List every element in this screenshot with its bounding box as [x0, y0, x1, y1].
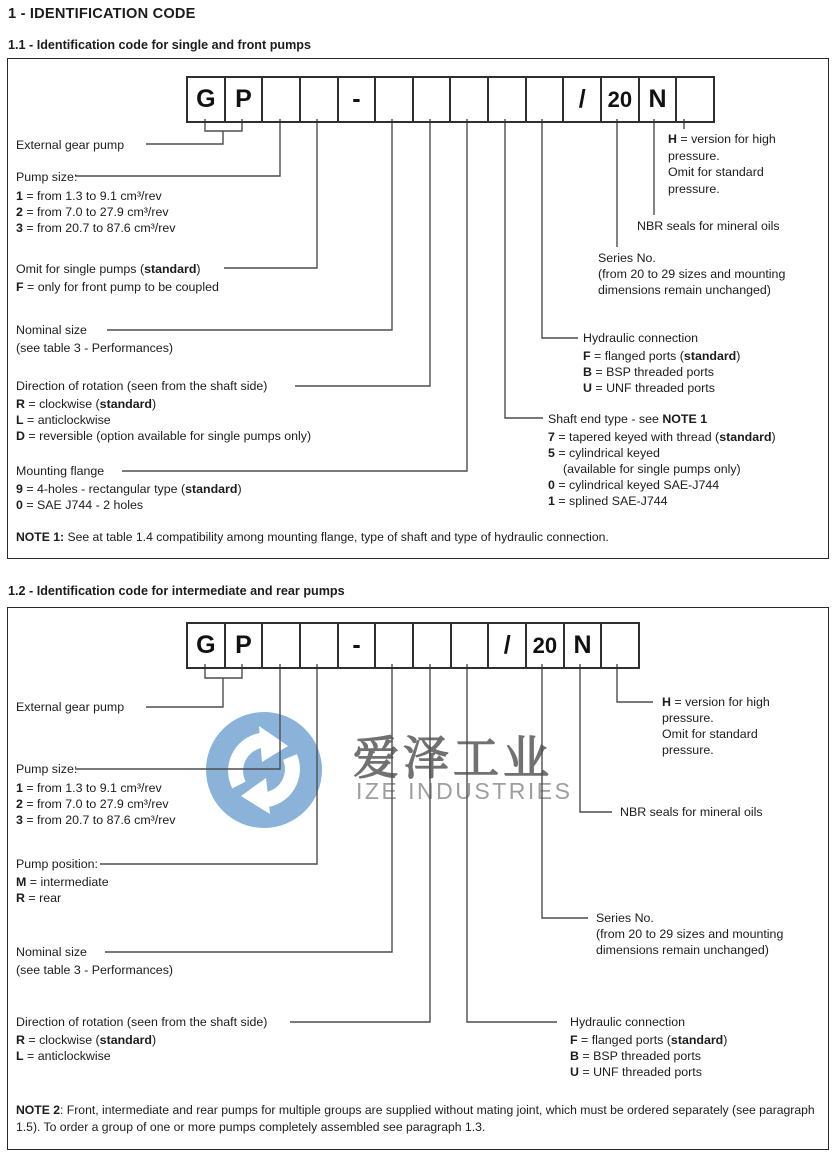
pump-position-item: M = intermediate	[16, 875, 109, 889]
shaft-end-item: 1 = splined SAE-J744	[548, 494, 668, 508]
code-cell: -	[339, 624, 377, 667]
code-cell: N	[565, 624, 603, 667]
code-cell	[263, 624, 301, 667]
hydraulic-item: F = flanged ports (standard)	[583, 349, 741, 363]
direction-item: R = clockwise (standard)	[16, 1033, 157, 1047]
high-pressure-line: Omit for standard	[662, 727, 758, 741]
pump-size-item: 1 = from 1.3 to 9.1 cm³/rev	[16, 189, 162, 203]
direction-block	[16, 378, 311, 444]
label-external-gear-pump: External gear pump	[16, 138, 125, 152]
pump-size-block	[16, 169, 175, 236]
watermark-cjk-text: 爱泽工业	[353, 732, 553, 784]
code-row-intermediate-rear	[186, 622, 640, 669]
nominal-size-block	[16, 322, 173, 356]
code-cell: /	[564, 78, 602, 121]
pump-position-block	[16, 856, 109, 906]
code-cell	[451, 78, 489, 121]
label-nbr-seals-2: NBR seals for mineral oils	[620, 805, 763, 819]
watermark-latin-text: IZE INDUSTRIES	[356, 778, 573, 804]
front-pump-line: Omit for single pumps (standard)	[16, 262, 201, 276]
high-pressure-line: pressure.	[668, 181, 720, 196]
direction-item: D = reversible (option available for single pumps only)	[16, 429, 312, 443]
code-cell: /	[489, 624, 527, 667]
direction-item: L = anticlockwise	[16, 413, 111, 427]
nominal-size-sub: (see table 3 - Performances)	[16, 341, 174, 355]
high-pressure-line: pressure.	[662, 743, 714, 757]
section2-heading: 1.2 - Identification code for intermediate and rear pumps	[8, 584, 345, 598]
mounting-flange-item: 0 = SAE J744 - 2 holes	[16, 498, 144, 512]
code-cell	[376, 624, 414, 667]
series-line: dimensions remain unchanged)	[598, 283, 771, 297]
direction-item: R = clockwise (standard)	[16, 397, 157, 411]
label-external-gear-pump-2: External gear pump	[16, 700, 125, 714]
pump-size-item: 3 = from 20.7 to 87.6 cm³/rev	[16, 221, 176, 235]
high-pressure-line: Omit for standard	[668, 165, 764, 179]
direction-block-2	[16, 1014, 267, 1064]
code-cell: -	[339, 78, 377, 121]
code-cell	[677, 78, 713, 121]
shaft-end-block	[548, 411, 776, 509]
hydraulic-block	[583, 330, 740, 396]
code-cell	[301, 624, 339, 667]
direction-title: Direction of rotation (seen from the shaft side)	[16, 1015, 268, 1029]
code-cell	[301, 78, 339, 121]
series-title: Series No.	[598, 251, 656, 265]
hydraulic-block-2	[570, 1014, 727, 1080]
high-pressure-line: H = version for high	[668, 132, 776, 146]
code-cell: P	[226, 624, 264, 667]
code-cell: P	[226, 78, 264, 121]
series-line: dimensions remain unchanged)	[596, 943, 769, 957]
series-line: (from 20 to 29 sizes and mounting	[598, 267, 786, 281]
code-cell: 20	[527, 624, 565, 667]
pump-size-item: 1 = from 1.3 to 9.1 cm³/rev	[16, 781, 162, 795]
pump-size-block-2	[16, 761, 175, 828]
shaft-end-item: 7 = tapered keyed with thread (standard)	[548, 430, 776, 444]
code-cell	[414, 78, 452, 121]
series-line: (from 20 to 29 sizes and mounting	[596, 927, 784, 941]
mounting-flange-item: 9 = 4-holes - rectangular type (standard)	[16, 482, 242, 496]
high-pressure-line: pressure.	[668, 148, 720, 163]
code-cell	[602, 624, 638, 667]
series-block	[598, 250, 785, 298]
mounting-flange-block	[16, 463, 242, 513]
page-title: 1 - IDENTIFICATION CODE	[8, 6, 196, 22]
pump-size-item: 2 = from 7.0 to 27.9 cm³/rev	[16, 797, 169, 811]
hydraulic-title: Hydraulic connection	[570, 1015, 686, 1029]
code-cell	[527, 78, 565, 121]
hydraulic-item: B = BSP threaded ports	[583, 365, 714, 379]
code-cell: G	[188, 78, 226, 121]
hydraulic-item: U = UNF threaded ports	[570, 1065, 702, 1079]
series-title: Series No.	[596, 911, 654, 925]
nominal-size-sub: (see table 3 - Performances)	[16, 963, 174, 977]
code-cell	[452, 624, 490, 667]
pump-size-item: 3 = from 20.7 to 87.6 cm³/rev	[16, 813, 176, 827]
high-pressure-block-2	[662, 694, 770, 758]
pump-size-item: 2 = from 7.0 to 27.9 cm³/rev	[16, 205, 169, 219]
shaft-end-title: Shaft end type - see NOTE 1	[548, 412, 708, 426]
code-cell: G	[188, 624, 226, 667]
shaft-end-item: 0 = cylindrical keyed SAE-J744	[548, 478, 720, 492]
series-block-2	[596, 910, 783, 958]
note1: NOTE 1: See at table 1.4 compatibility among mounting flange, type of shaft and type of hydraulic connection.	[16, 530, 609, 544]
code-row-single-front	[186, 76, 715, 123]
nominal-size-title: Nominal size	[16, 945, 87, 959]
code-cell	[489, 78, 527, 121]
hydraulic-item: F = flanged ports (standard)	[570, 1033, 728, 1047]
pump-position-item: R = rear	[16, 891, 62, 905]
mounting-flange-title: Mounting flange	[16, 464, 105, 478]
shaft-end-item: 5 = cylindrical keyed	[548, 446, 660, 460]
hydraulic-item: B = BSP threaded ports	[570, 1049, 701, 1063]
direction-title: Direction of rotation (seen from the shaft side)	[16, 379, 268, 393]
hydraulic-item: U = UNF threaded ports	[583, 381, 715, 395]
pump-size-title: Pump size:	[16, 170, 78, 184]
label-nbr-seals: NBR seals for mineral oils	[637, 219, 780, 233]
direction-item: L = anticlockwise	[16, 1049, 111, 1063]
hydraulic-title: Hydraulic connection	[583, 331, 699, 345]
high-pressure-block	[668, 131, 776, 197]
front-pump-line: F = only for front pump to be coupled	[16, 280, 219, 294]
pump-size-title: Pump size:	[16, 762, 78, 776]
pump-position-title: Pump position:	[16, 857, 98, 871]
code-cell: 20	[602, 78, 640, 121]
code-cell	[414, 624, 452, 667]
shaft-end-item-note: (available for single pumps only)	[563, 462, 741, 476]
note2: NOTE 2: Front, intermediate and rear pumps for multiple groups are supplied without mating joint, which must be ordered separately (see paragraph 1.5). To order a group of one or more pumps completely assembled see paragraph 1.3.	[16, 1103, 815, 1134]
code-cell	[263, 78, 301, 121]
nominal-size-title: Nominal size	[16, 323, 87, 337]
code-cell	[376, 78, 414, 121]
front-pump-block	[16, 261, 219, 295]
high-pressure-line: pressure.	[662, 711, 714, 725]
high-pressure-line: H = version for high	[662, 695, 770, 709]
section1-heading: 1.1 - Identification code for single and front pumps	[8, 38, 311, 52]
code-cell: N	[640, 78, 678, 121]
nominal-size-block-2	[16, 944, 173, 978]
